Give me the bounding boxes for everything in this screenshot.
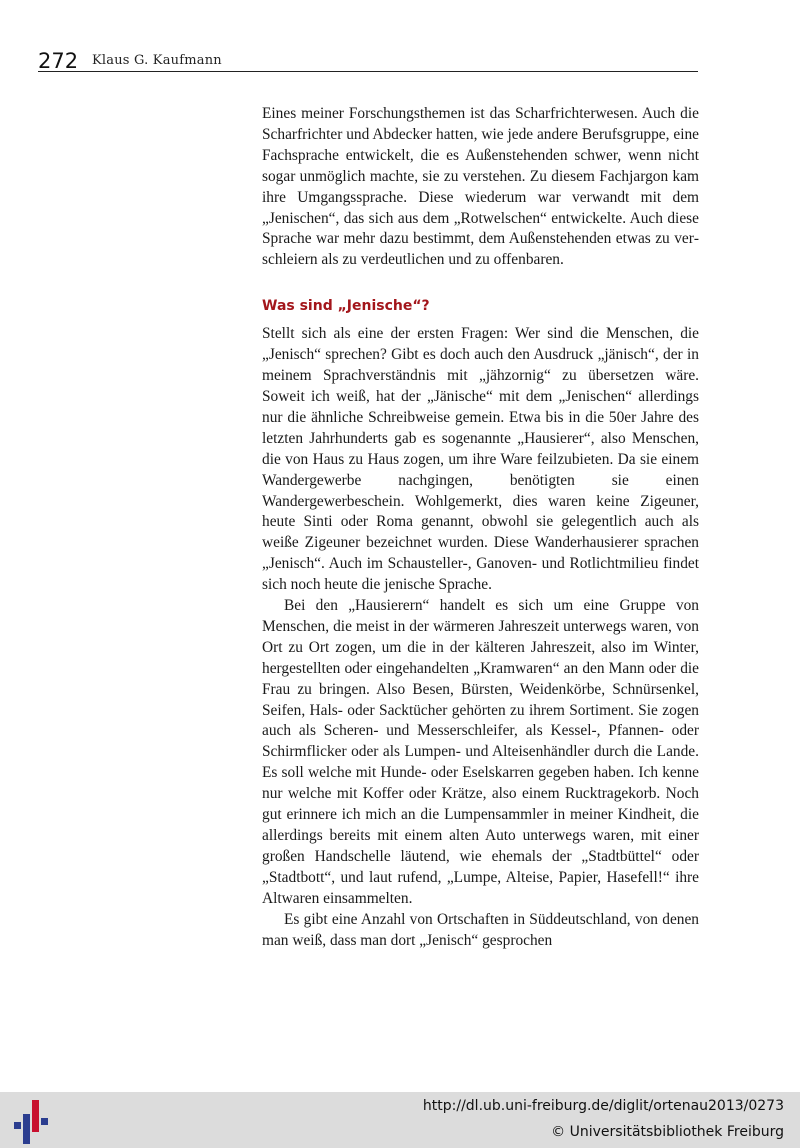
library-logo-icon [14, 1100, 50, 1144]
paragraph-2: Bei den „Hausierern“ handelt es sich um eine Gruppe von Menschen, die meist in der wärmeren Jahreszeit unterwegs waren, von Ort zu Ort zogen, um die in der kälteren Jahreszeit, also im Winter, hergestellten oder eingehandelten „Kramwaren“ an den Mann oder die Frau zu bringen. Also Besen, Bürsten, Weidenkörbe, Schnürsenkel, Seifen, Hals- oder Sacktücher gehörten zu ihrem Sortiment. Sie zogen auch als Scheren- und Messerschleifer, als Kessel-, Pfannen- oder Schirmflicker oder als Lumpen- und Alteisenhändler durch die Lande. Es soll welche mit Hunde- oder Eselskarren gegeben haben. Ich kenne nur welche mit Koffer oder Krätze, also einem Rucktragekorb. Noch gut erinnere ich mich an die Lumpensammler in meiner Kindheit, die allerdings bereits mit einem alten Auto unterwegs waren, mit einer großen Handschelle läutend, wie ehemals der „Stadtbüttel“ oder „Stadtbott“, und laut rufend, „Lumpe, Alteise, Papier, Hasefell!“ ihre Altwaren einsammelten. [262, 597, 699, 907]
article-body [262, 104, 699, 951]
copyright-notice: © Universitätsbibliothek Freiburg [551, 1124, 784, 1140]
page-header [38, 47, 698, 72]
page-number: 272 [38, 49, 79, 73]
running-head-author: Klaus G. Kaufmann [92, 53, 222, 68]
section-heading: Was sind „Jenische“? [262, 298, 430, 315]
source-url-link[interactable]: http://dl.ub.uni-freiburg.de/diglit/ortenau2013/0273 [422, 1098, 784, 1114]
paragraph-1: Stellt sich als eine der ersten Fragen: Wer sind die Menschen, die „Jenisch“ sprechen? Gibt es doch auch den Ausdruck „jänisch“, der in meinem Sprachverständnis mit „jähzornig“ zu übersetzen wäre. Soweit ich weiß, hat der „Jänische“ mit dem „Jenischen“ allerdings nur die ähnliche Schreibweise gemein. Etwa bis in die 50er Jahre des letzten Jahrhunderts gab es sogenannte „Hausierer“, also Menschen, die von Haus zu Haus zogen, um ihre Ware feilzubieten. Da sie einem Wandergewerbe nachgingen, benötigten sie einen Wandergewerbeschein. Wohlgemerkt, dies waren keine Zigeuner, heute Sinti oder Roma genannt, obwohl sie gelegentlich auch als weiße Zigeuner bezeichnet wurden. Diese Wanderhausierer sprachen „Jenisch“. Auch im Schausteller-, Ganoven- und Rotlichtmilieu findet sich noch heute die jenische Sprache. [262, 325, 699, 594]
intro-paragraph: Eines meiner Forschungsthemen ist das Scharfrichterwesen. Auch die Scharfrichter und Abdecker hatten, wie jede andere Berufsgruppe, eine Fachsprache entwickelt, die es Außenstehenden schwer, wenn nicht sogar unmöglich machte, sie zu verstehen. Zu diesem Fachjargon kam ihre Umgangssprache. Diese wiederum war verwandt mit dem „Jenischen“, das sich aus dem „Rotwelschen“ entwickelte. Auch diese Sprache war mehr dazu bestimmt, dem Außenstehenden etwas zu verschleiern als zu verdeutlichen und zu offenbaren. [262, 105, 699, 269]
footer-bar [0, 1092, 800, 1148]
paragraph-3: Es gibt eine Anzahl von Ortschaften in Süddeutschland, von denen man weiß, dass man dort „Jenisch“ gesprochen [262, 910, 699, 949]
